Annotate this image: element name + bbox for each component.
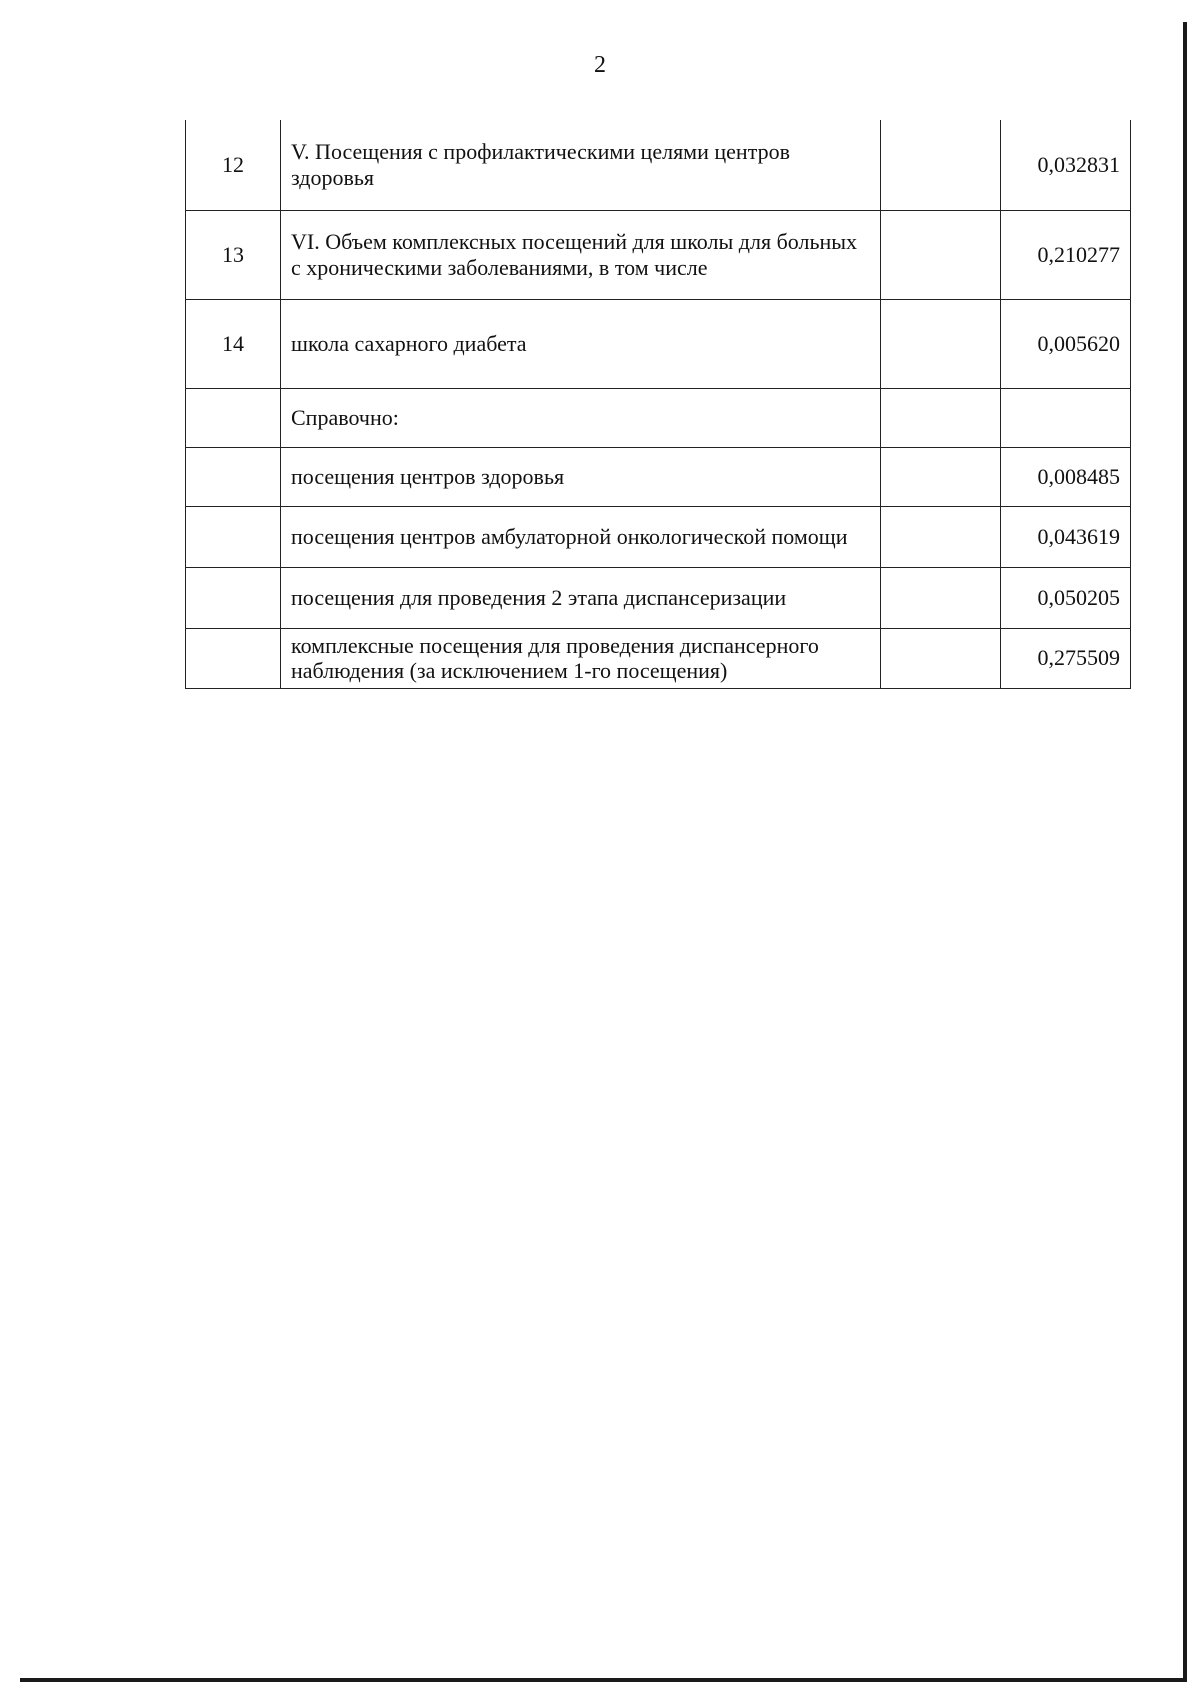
row-value: 0,005620	[1001, 299, 1131, 388]
table-row	[186, 210, 1131, 299]
page-number: 2	[594, 52, 606, 78]
page-right-border	[1183, 22, 1187, 1682]
row-number	[186, 506, 281, 567]
row-text: V. Посещения с профилактическими целями центров здоровья	[281, 120, 881, 210]
row-value: 0,210277	[1001, 210, 1131, 299]
row-value	[1001, 388, 1131, 447]
row-number	[186, 447, 281, 506]
row-extra	[881, 210, 1001, 299]
data-table	[185, 120, 1131, 689]
table-row	[186, 567, 1131, 628]
row-value: 0,050205	[1001, 567, 1131, 628]
row-text: VI. Объем комплексных посещений для школы для больных с хроническими заболеваниями, в том числе	[281, 210, 881, 299]
row-text: Справочно:	[281, 388, 881, 447]
row-text: комплексные посещения для проведения диспансерного наблюдения (за исключением 1-го посещения)	[281, 628, 881, 688]
page-bottom-border	[20, 1678, 1187, 1682]
row-extra	[881, 628, 1001, 688]
table-row	[186, 506, 1131, 567]
row-text: посещения центров амбулаторной онкологической помощи	[281, 506, 881, 567]
row-extra	[881, 388, 1001, 447]
row-extra	[881, 299, 1001, 388]
row-number: 13	[186, 210, 281, 299]
row-number	[186, 567, 281, 628]
row-number	[186, 388, 281, 447]
table-row	[186, 628, 1131, 688]
row-text: посещения центров здоровья	[281, 447, 881, 506]
row-value: 0,008485	[1001, 447, 1131, 506]
row-extra	[881, 506, 1001, 567]
row-value: 0,032831	[1001, 120, 1131, 210]
row-extra	[881, 120, 1001, 210]
table-row	[186, 388, 1131, 447]
row-value: 0,275509	[1001, 628, 1131, 688]
row-number: 14	[186, 299, 281, 388]
row-value: 0,043619	[1001, 506, 1131, 567]
table-row	[186, 120, 1131, 210]
row-extra	[881, 567, 1001, 628]
row-text: посещения для проведения 2 этапа диспансеризации	[281, 567, 881, 628]
row-extra	[881, 447, 1001, 506]
table-row	[186, 299, 1131, 388]
row-number	[186, 628, 281, 688]
table-row	[186, 447, 1131, 506]
row-text: школа сахарного диабета	[281, 299, 881, 388]
row-number: 12	[186, 120, 281, 210]
